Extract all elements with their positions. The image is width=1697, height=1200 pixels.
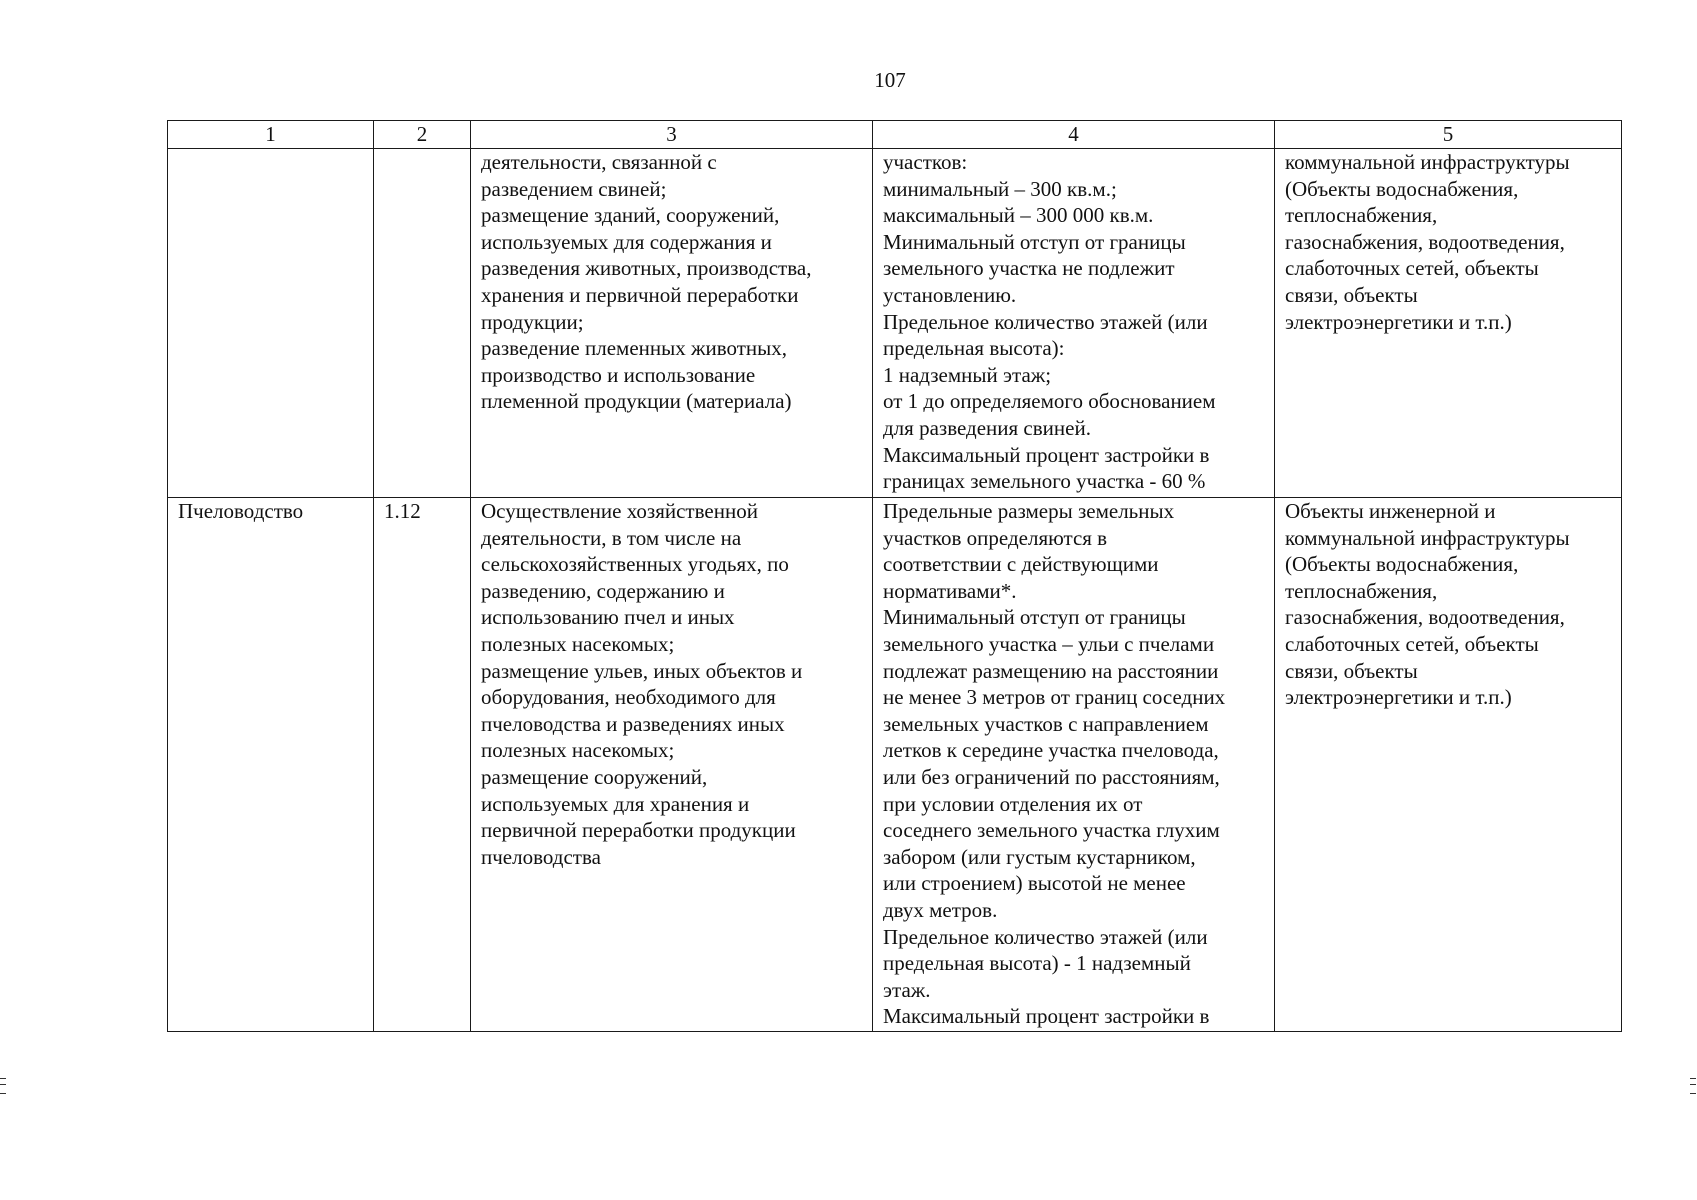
text-line: земельного участка – ульи с пчелами: [883, 631, 1215, 656]
text-line: или строением) высотой не менее: [883, 871, 1186, 896]
text-line: производство и использование: [481, 362, 756, 387]
text-line: предельная высота):: [883, 336, 1065, 361]
text-line: границах земельного участка - 60 %: [883, 469, 1206, 494]
text-line: нормативами*.: [883, 578, 1017, 603]
text-line: подлежат размещению на расстоянии: [883, 658, 1219, 683]
text-line: связи, объекты: [1285, 658, 1418, 683]
text-line: Максимальный процент застройки в: [883, 442, 1210, 467]
cell-use-description: [471, 149, 873, 498]
text-line: пчеловодства и разведениях иных: [481, 711, 785, 736]
header-col-1: 1: [168, 121, 374, 149]
text-line: связи, объекты: [1285, 282, 1418, 307]
text-line: летков к середине участка пчеловода,: [883, 738, 1219, 763]
table-row: [168, 498, 1622, 1032]
text-line: земельного участка не подлежит: [883, 256, 1175, 281]
text-line: сельскохозяйственных угодьях, по: [481, 552, 789, 577]
edge-mark-right: [1690, 1078, 1696, 1094]
text-line: коммунальной инфраструктуры: [1285, 150, 1570, 174]
header-col-2: 2: [374, 121, 471, 149]
text-line: при условии отделения их от: [883, 791, 1143, 816]
text-line: разведения животных, производства,: [481, 256, 812, 281]
text-line: Осуществление хозяйственной: [481, 499, 758, 523]
text-line: этаж.: [883, 977, 931, 1002]
cell-use-code: [374, 498, 471, 1032]
cell-use-code: [374, 149, 471, 498]
page-number: 107: [874, 68, 906, 92]
cell-use-name: [168, 149, 374, 498]
text-line: электроэнергетики и т.п.): [1285, 309, 1512, 334]
text-line: 1.12: [384, 499, 421, 523]
cell-parameters: [873, 498, 1275, 1032]
text-line: (Объекты водоснабжения,: [1285, 176, 1519, 201]
text-line: коммунальной инфраструктуры: [1285, 525, 1570, 550]
text-line: участков:: [883, 150, 968, 174]
cell-use-name: [168, 498, 374, 1032]
text-line: установлению.: [883, 282, 1017, 307]
text-line: Предельное количество этажей (или: [883, 924, 1208, 949]
text-line: Пчеловодство: [178, 499, 304, 523]
text-line: хранения и первичной переработки: [481, 282, 799, 307]
text-line: участков определяются в: [883, 525, 1108, 550]
text-line: земельных участков с направлением: [883, 711, 1209, 736]
text-line: племенной продукции (материала): [481, 389, 792, 414]
table-row: [168, 149, 1622, 498]
text-line: максимальный – 300 000 кв.м.: [883, 203, 1154, 228]
text-line: используемых для хранения и: [481, 791, 750, 816]
text-line: не менее 3 метров от границ соседних: [883, 685, 1226, 710]
text-line: минимальный – 300 кв.м.;: [883, 176, 1117, 201]
text-line: полезных насекомых;: [481, 631, 675, 656]
text-line: для разведения свиней.: [883, 415, 1091, 440]
text-line: размещение зданий, сооружений,: [481, 203, 780, 228]
edge-mark-left: [0, 1078, 6, 1094]
text-line: используемых для содержания и: [481, 229, 772, 254]
cell-auxiliary-uses: [1275, 498, 1622, 1032]
text-line: электроэнергетики и т.п.): [1285, 685, 1512, 710]
text-line: размещение сооружений,: [481, 764, 708, 789]
header-col-5: 5: [1275, 121, 1622, 149]
text-line: Предельные размеры земельных: [883, 499, 1175, 523]
text-line: (Объекты водоснабжения,: [1285, 552, 1519, 577]
text-line: продукции;: [481, 309, 584, 334]
text-line: забором (или густым кустарником,: [883, 844, 1196, 869]
text-line: соседнего земельного участка глухим: [883, 818, 1220, 843]
text-line: использованию пчел и иных: [481, 605, 735, 630]
cell-use-description: [471, 498, 873, 1032]
text-line: Максимальный процент застройки в: [883, 1004, 1210, 1029]
text-line: соответствии с действующими: [883, 552, 1159, 577]
text-line: деятельности, в том числе на: [481, 525, 742, 550]
header-col-3: 3: [471, 121, 873, 149]
text-line: 1 надземный этаж;: [883, 362, 1052, 387]
header-row: [168, 121, 1622, 149]
text-line: слаботочных сетей, объекты: [1285, 256, 1539, 281]
cell-parameters: [873, 149, 1275, 498]
zoning-table: [167, 120, 1622, 1032]
text-line: полезных насекомых;: [481, 738, 675, 763]
text-line: оборудования, необходимого для: [481, 685, 776, 710]
cell-auxiliary-uses: [1275, 149, 1622, 498]
text-line: разведение племенных животных,: [481, 336, 788, 361]
text-line: от 1 до определяемого обоснованием: [883, 389, 1216, 414]
text-line: теплоснабжения,: [1285, 578, 1438, 603]
text-line: или без ограничений по расстояниям,: [883, 764, 1220, 789]
text-line: пчеловодства: [481, 844, 601, 869]
text-line: Минимальный отступ от границы: [883, 605, 1186, 630]
text-line: разведению, содержанию и: [481, 578, 725, 603]
text-line: разведением свиней;: [481, 176, 667, 201]
text-line: газоснабжения, водоотведения,: [1285, 229, 1565, 254]
text-line: Минимальный отступ от границы: [883, 229, 1186, 254]
text-line: деятельности, связанной с: [481, 150, 717, 174]
text-line: газоснабжения, водоотведения,: [1285, 605, 1565, 630]
text-line: Предельное количество этажей (или: [883, 309, 1208, 334]
text-line: двух метров.: [883, 897, 998, 922]
text-line: теплоснабжения,: [1285, 203, 1438, 228]
text-line: первичной переработки продукции: [481, 818, 796, 843]
header-col-4: 4: [873, 121, 1275, 149]
text-line: Объекты инженерной и: [1285, 499, 1496, 523]
text-line: размещение ульев, иных объектов и: [481, 658, 803, 683]
text-line: слаботочных сетей, объекты: [1285, 631, 1539, 656]
text-line: предельная высота) - 1 надземный: [883, 951, 1191, 976]
